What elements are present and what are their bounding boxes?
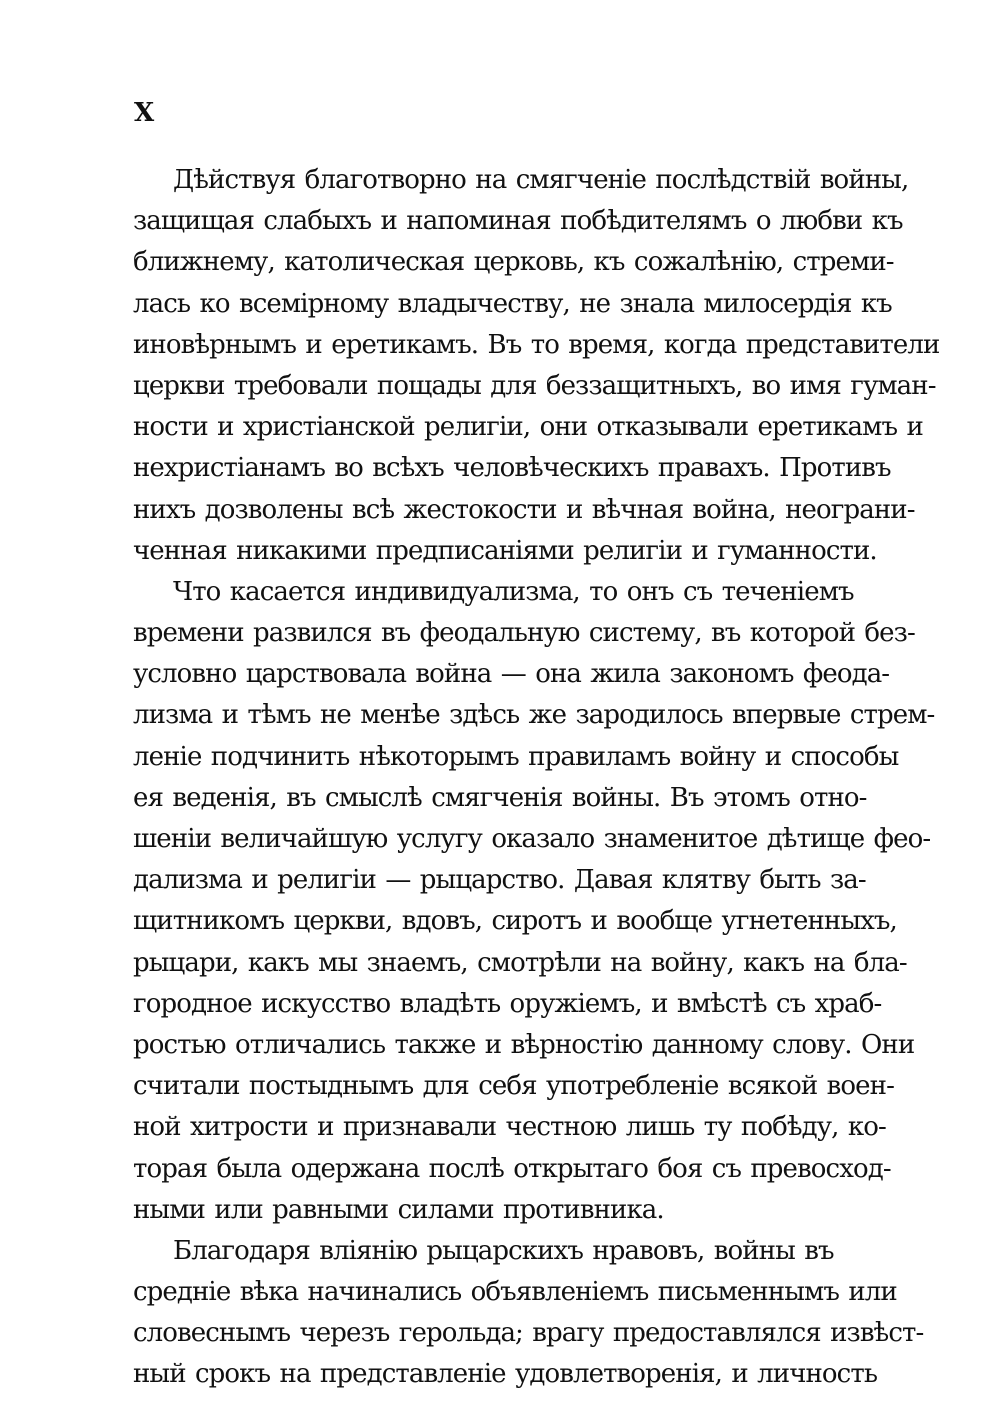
- text-line: ный срокъ на представленіе удовлетворенія, и личность: [133, 1359, 878, 1390]
- text-line: ея веденія, въ смыслѣ смягченія войны. Въ этомъ отно-: [133, 782, 867, 813]
- paragraph-3: [133, 1231, 924, 1396]
- text-line: городное искусство владѣть оружіемъ, и вмѣстѣ съ храб-: [133, 988, 882, 1019]
- text-line: ближнему, католическая церковь, къ сожалѣнію, стреми-: [133, 247, 894, 278]
- text-line: словеснымъ черезъ герольда; врагу предоставлялся извѣст-: [133, 1318, 924, 1349]
- text-line: дализма и религіи — рыцарство. Давая клятву быть за-: [133, 865, 866, 896]
- text-line: нехристіанамъ во всѣхъ человѣческихъ правахъ. Противъ: [133, 453, 891, 484]
- text-line: рыцари, какъ мы знаемъ, смотрѣли на войну, какъ на бла-: [133, 947, 907, 978]
- text-line: торая была одержана послѣ открытаго боя съ превосход-: [133, 1153, 891, 1184]
- text-line: шеніи величайшую услугу оказало знаменитое дѣтище фео-: [133, 824, 931, 854]
- paragraph-1: [133, 160, 940, 572]
- text-line: Благодаря вліянію рыцарскихъ нравовъ, войны въ: [173, 1235, 834, 1266]
- text-line: щитникомъ церкви, вдовъ, сиротъ и вообще угнетенныхъ,: [133, 906, 897, 937]
- page-number: X: [134, 98, 155, 128]
- text-line: ной хитрости и признавали честною лишь ту побѣду, ко-: [133, 1112, 886, 1143]
- text-line: лась ко всемірному владычеству, не знала милосердія къ: [133, 288, 892, 319]
- text-line: церкви требовали пощады для беззащитныхъ, во имя гуман-: [133, 370, 936, 401]
- text-line: ности и христіанской религіи, они отказывали еретикамъ и: [133, 412, 923, 443]
- text-line: Дѣйствуя благотворно на смягченіе послѣдствій войны,: [173, 165, 909, 195]
- text-line: лизма и тѣмъ не менѣе здѣсь же зародилось впервые стрем-: [133, 700, 935, 731]
- text-line: леніе подчинить нѣкоторымъ правиламъ войну и способы: [133, 741, 899, 772]
- text-line: условно царствовала война — она жила закономъ феода-: [133, 659, 890, 690]
- text-line: ростью отличались также и вѣрностію данному слову. Они: [133, 1029, 915, 1060]
- text-line: ченная никакими предписаніями религіи и гуманности.: [133, 535, 877, 566]
- text-line: защищая слабыхъ и напоминая побѣдителямъ о любви къ: [133, 206, 903, 237]
- text-line: ными или равными силами противника.: [133, 1194, 664, 1225]
- text-line: средніе вѣка начинались объявленіемъ письменнымъ или: [133, 1277, 897, 1308]
- text-line: считали постыднымъ для себя употребленіе всякой воен-: [133, 1071, 894, 1102]
- body-text: [133, 160, 940, 1396]
- text-line: времени развился въ феодальную систему, въ которой без-: [133, 618, 915, 649]
- text-line: иновѣрнымъ и еретикамъ. Въ то время, когда представители: [133, 329, 940, 360]
- text-line: Что касается индивидуализма, то онъ съ теченіемъ: [173, 576, 854, 607]
- text-line: нихъ дозволены всѣ жестокости и вѣчная война, неограни-: [133, 494, 915, 525]
- paragraph-2: [133, 572, 935, 1231]
